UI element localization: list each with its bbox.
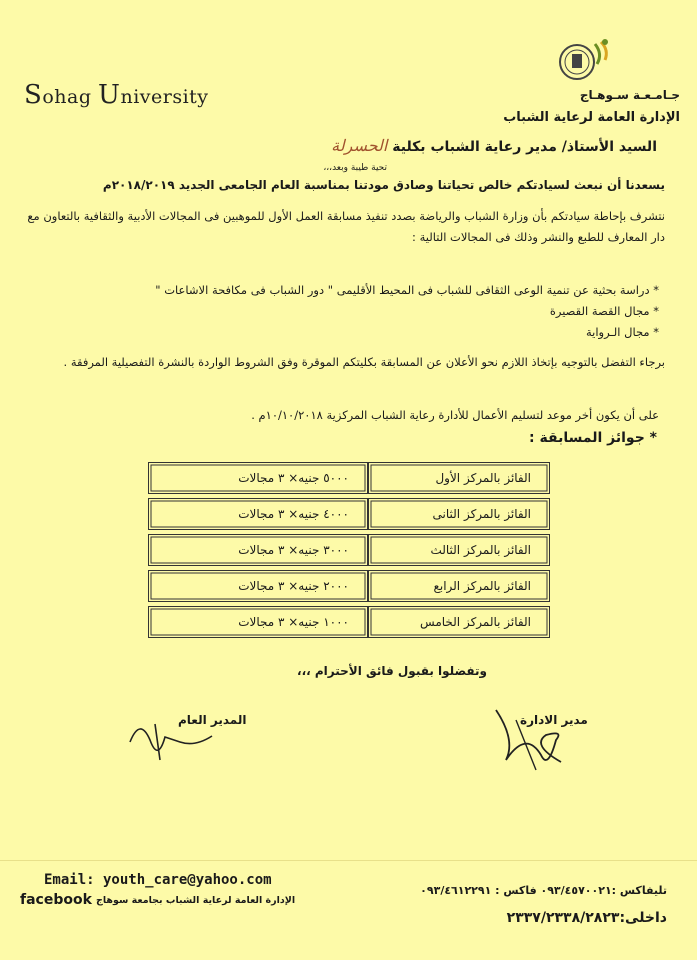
- list-item: * مجال القصة القصيرة: [549, 304, 659, 318]
- prize-place: الفائز بالمركز الثانى: [368, 498, 550, 530]
- salutation-text: السيد الأستاذ/ مدير رعاية الشباب بكلية: [392, 139, 657, 155]
- fields-list: [19, 280, 659, 343]
- prize-amount: ٥٠٠٠ جنيه× ٣ مجالات: [148, 462, 368, 494]
- paragraph-deadline: على أن يكون أخر موعد لتسليم الأعمال للأدارة رعاية الشباب المركزية ١٠/١٠/٢٠١٨م .: [251, 408, 659, 422]
- salutation: [331, 136, 657, 155]
- logo-department-name: الإدارة العامة لرعاية الشباب: [503, 110, 680, 125]
- footer-phone-fax: تليفاكس :٠٩٣/٤٥٧٠٠٢١ فاكس : ٠٩٣/٤٦١٢٢٩١: [420, 884, 667, 897]
- university-name-cap-s: S: [24, 80, 43, 110]
- university-name-part2: niversity: [120, 86, 209, 108]
- opening-line: يسعدنا أن نبعث لسيادتكم خالص تحياتنا وصادق مودتنا بمناسبة العام الجامعى الجديد ٢٠١٨/٢٠١٩م: [102, 178, 665, 192]
- signature-right-title: مدير الادارة: [520, 713, 588, 727]
- list-item: * مجال الـرواية: [585, 325, 659, 339]
- list-item: * دراسة بحثية عن تنمية الوعى الثقافى للشباب فى المحيط الأقليمى " دور الشباب فى مكافحة الاشاعات ": [155, 283, 659, 297]
- greeting: تحية طيبة وبعد،،،: [323, 163, 387, 173]
- signature-left-title: المدير العام: [178, 713, 247, 727]
- table-row: [148, 534, 550, 566]
- prize-place: الفائز بالمركز الرابع: [368, 570, 550, 602]
- footer-divider: [0, 860, 697, 861]
- prize-amount: ٣٠٠٠ جنيه× ٣ مجالات: [148, 534, 368, 566]
- paragraph-request: برجاء التفضل بالتوجيه بإتخاذ اللازم نحو الأعلان عن المسابقة بكليتكم الموقرة وفق الشروط الواردة بالنشرة التفصيلية المرفقة .: [63, 355, 665, 369]
- footer-email: Email: youth_care@yahoo.com: [44, 872, 272, 888]
- university-name-cap-u: U: [98, 80, 121, 110]
- table-row: [148, 498, 550, 530]
- paragraph-intro: نتشرف بإحاطة سيادتكم بأن وزارة الشباب والرياضة بصدد تنفيذ مسابقة العمل الأول للموهبين فى المجالات الأدبية والثقافية بالتعاون مع دار المعارف للطبع والنشر وذلك فى المجالات التالية :: [27, 209, 665, 244]
- table-row: [148, 606, 550, 638]
- prize-place: الفائز بالمركز الخامس: [368, 606, 550, 638]
- logo-university-name-ar: جـامـعـة سـوهـاج: [579, 88, 680, 102]
- prize-amount: ١٠٠٠ جنيه× ٣ مجالات: [148, 606, 368, 638]
- university-logo-icon: [545, 34, 615, 94]
- signature-left-icon: [120, 712, 220, 776]
- prizes-title: * جوائز المسابقة :: [529, 430, 657, 446]
- closing: وتفضلوا بقبول فائق الأحترام ،،،: [297, 664, 487, 678]
- university-name-en: [24, 80, 209, 110]
- prize-amount: ٤٠٠٠ جنيه× ٣ مجالات: [148, 498, 368, 530]
- prize-place: الفائز بالمركز الأول: [368, 462, 550, 494]
- signature-right-icon: [486, 700, 576, 782]
- footer-extensions: داخلى:٢٣٣٧/٢٣٣٨/٢٨٢٣: [506, 910, 667, 926]
- university-name-part1: ohag: [42, 86, 99, 108]
- footer-facebook-page-name: الإدارة العامة لرعاية الشباب بجامعة سوهاج: [96, 895, 296, 906]
- table-row: [148, 570, 550, 602]
- prize-amount: ٢٠٠٠ جنيه× ٣ مجالات: [148, 570, 368, 602]
- faculty-handwritten: الحسرلة: [331, 136, 388, 155]
- prizes-table: [148, 462, 550, 642]
- footer-facebook: facebook: [20, 892, 92, 908]
- table-row: [148, 462, 550, 494]
- prize-place: الفائز بالمركز الثالث: [368, 534, 550, 566]
